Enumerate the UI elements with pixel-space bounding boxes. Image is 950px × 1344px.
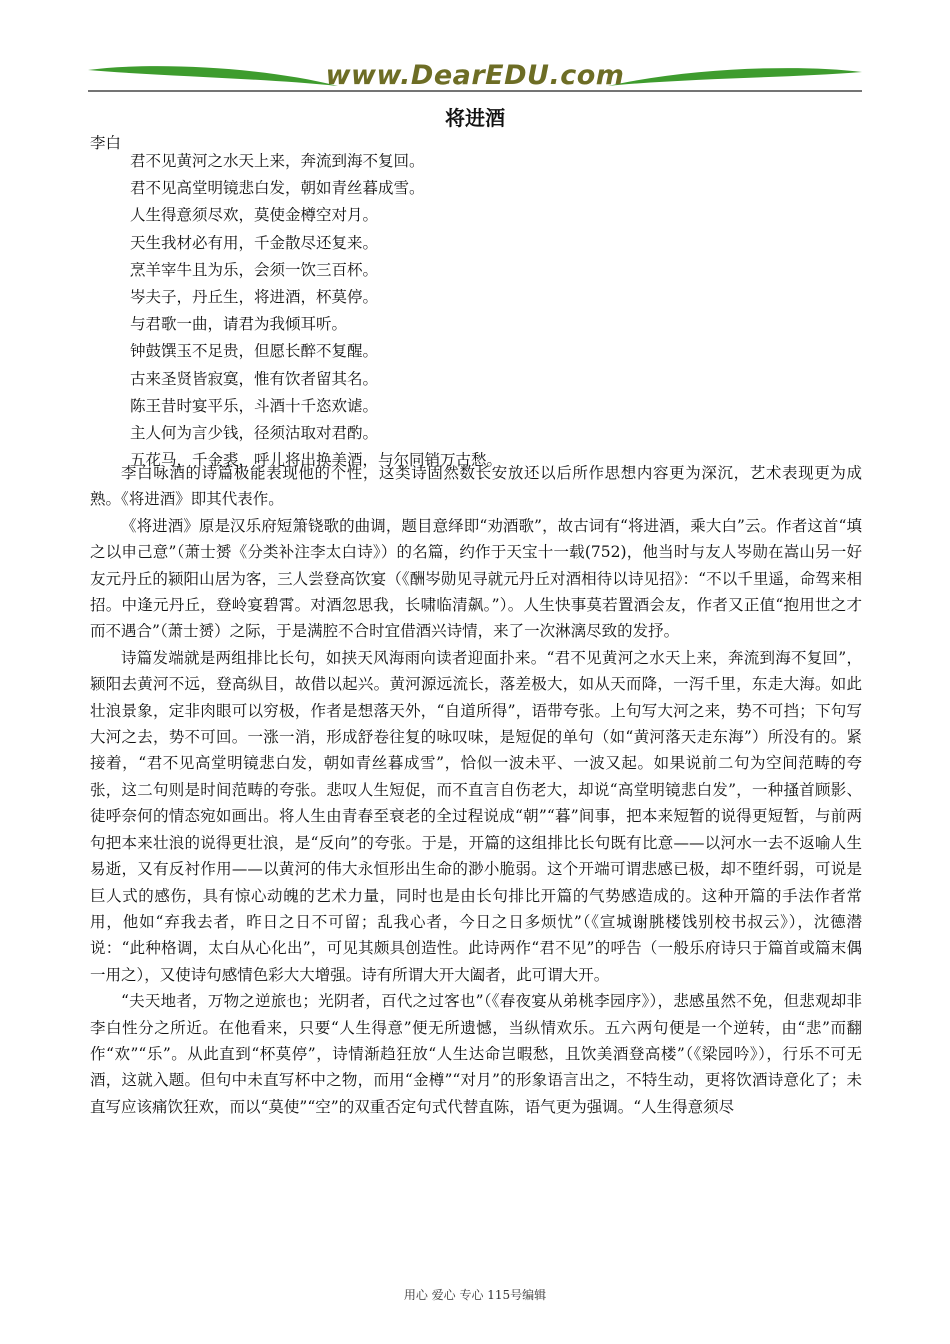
poem-line: 岑夫子，丹丘生，将进酒，杯莫停。 [130,288,379,307]
poem-author: 李白 [90,134,122,152]
poem-line: 主人何为言少钱，径须沽取对君酌。 [130,424,379,443]
commentary-paragraph: 李白咏酒的诗篇极能表现他的个性，这类诗固然数长安放还以后所作思想内容更为深沉，艺术表现更为成熟。《将进酒》即其代表作。 [90,464,862,509]
poem-line: 陈王昔时宴平乐，斗酒十千恣欢谑。 [130,396,379,415]
commentary-body [90,460,862,1120]
poem-line: 君不见高堂明镜悲白发，朝如青丝暮成雪。 [130,179,425,198]
poem-line: 人生得意须尽欢，莫使金樽空对月。 [130,206,379,225]
poem-line: 君不见黄河之水天上来，奔流到海不复回。 [130,152,425,170]
document-title: 将进酒 [445,106,505,130]
poem-line: 与君歌一曲，请君为我倾耳听。 [130,315,348,334]
site-header [88,56,862,104]
poem-line: 五花马，千金裘，呼儿将出换美酒，与尔同销万古愁。 [130,451,503,470]
poem-line: 古来圣贤皆寂寞，惟有饮者留其名。 [130,369,379,388]
poem-text [130,148,502,474]
page-footer: 用心 爱心 专心 115号编辑 [403,1288,547,1302]
commentary-paragraph: “夫天地者，万物之逆旅也；光阴者，百代之过客也”（《春夜宴从弟桃李园序》），悲感虽然不免，但悲观却非李白性分之所近。在他看来，只要“人生得意”便无所遗憾，当纵情欢乐。五六两句便是一个逆转，由“悲”而翻作“欢”“乐”。从此直到“杯莫停”，诗情渐趋狂放“人生达命岂暇愁，且饮美酒登高楼”（《梁园吟》），行乐不可无酒，这就入题。但句中未直写杯中之物，而用“金樽”“对月”的形象语言出之，不特生动，更将饮酒诗意化了；未直写应该痛饮狂欢，而以“莫使”“空”的双重否定句式代替直陈，语气更为强调。“人生得意须尽 [90,992,862,1116]
commentary-paragraph: 《将进酒》原是汉乐府短箫铙歌的曲调，题目意绎即“劝酒歌”，故古词有“将进酒，乘大白”云。作者这首“填之以申己意”（萧士赟《分类补注李太白诗》）的名篇，约作于天宝十一载(752)，他当时与友人岑勋在嵩山另一好友元丹丘的颍阳山居为客，三人尝登高饮宴（《酬岑勋见寻就元丹丘对酒相待以诗见招》：“不以千里遥，命驾来相招。中逢元丹丘，登岭宴碧霄。对酒忽思我，长啸临清飙。”）。人生快事莫若置酒会友，作者又正值“抱用世之才而不遇合”（萧士赟）之际，于是满腔不合时宜借酒兴诗情，来了一次淋漓尽致的发抒。 [90,516,862,641]
site-logo[interactable]: www.DearEDU.com [325,60,625,91]
poem-line: 烹羊宰牛且为乐，会须一饮三百杯。 [130,260,379,279]
poem-line: 天生我材必有用，千金散尽还复来。 [130,233,379,252]
commentary-paragraph: 诗篇发端就是两组排比长句，如挟天风海雨向读者迎面扑来。“君不见黄河之水天上来，奔流到海不复回”，颍阳去黄河不远，登高纵目，故借以起兴。黄河源远流长，落差极大，如从天而降，一泻千里，东走大海。如此壮浪景象，定非肉眼可以穷极，作者是想落天外，“自道所得”，语带夸张。上句写大河之来，势不可挡；下句写大河之去，势不可回。一涨一消，形成舒卷往复的咏叹味，是短促的单句（如“黄河落天走东海”）所没有的。紧接着，“君不见高堂明镜悲白发，朝如青丝暮成雪”，恰似一波未平、一波又起。如果说前二句为空间范畴的夸张，这二句则是时间范畴的夸张。悲叹人生短促，而不直言自伤老大，却说“高堂明镜悲白发”，一种搔首顾影、徒呼奈何的情态宛如画出。将人生由青春至衰老的全过程说成“朝”“暮”间事，把本来短暂的说得更短暂，与前两句把本来壮浪的说得更壮浪，是“反向”的夸张。于是，开篇的这组排比长句既有比意——以河水一去不返喻人生易逝，又有反衬作用——以黄河的伟大永恒形出生命的渺小脆弱。这个开端可谓悲感已极，却不堕纤弱，可说是巨人式的感伤，具有惊心动魄的艺术力量，同时也是由长句排比开篇的气势感造成的。这种开篇的手法作者常用，他如“弃我去者，昨日之日不可留；乱我心者，今日之日多烦忧”（《宣城谢朓楼饯别校书叔云》），沈德潜说：“此种格调，太白从心化出”，可见其颇具创造性。此诗两作“君不见”的呼告（一般乐府诗只于篇首或篇末偶一用之），又使诗句感情色彩大大增强。诗有所谓大开大阖者，此可谓大开。 [90,648,862,984]
poem-line: 钟鼓馔玉不足贵，但愿长醉不复醒。 [130,342,379,361]
